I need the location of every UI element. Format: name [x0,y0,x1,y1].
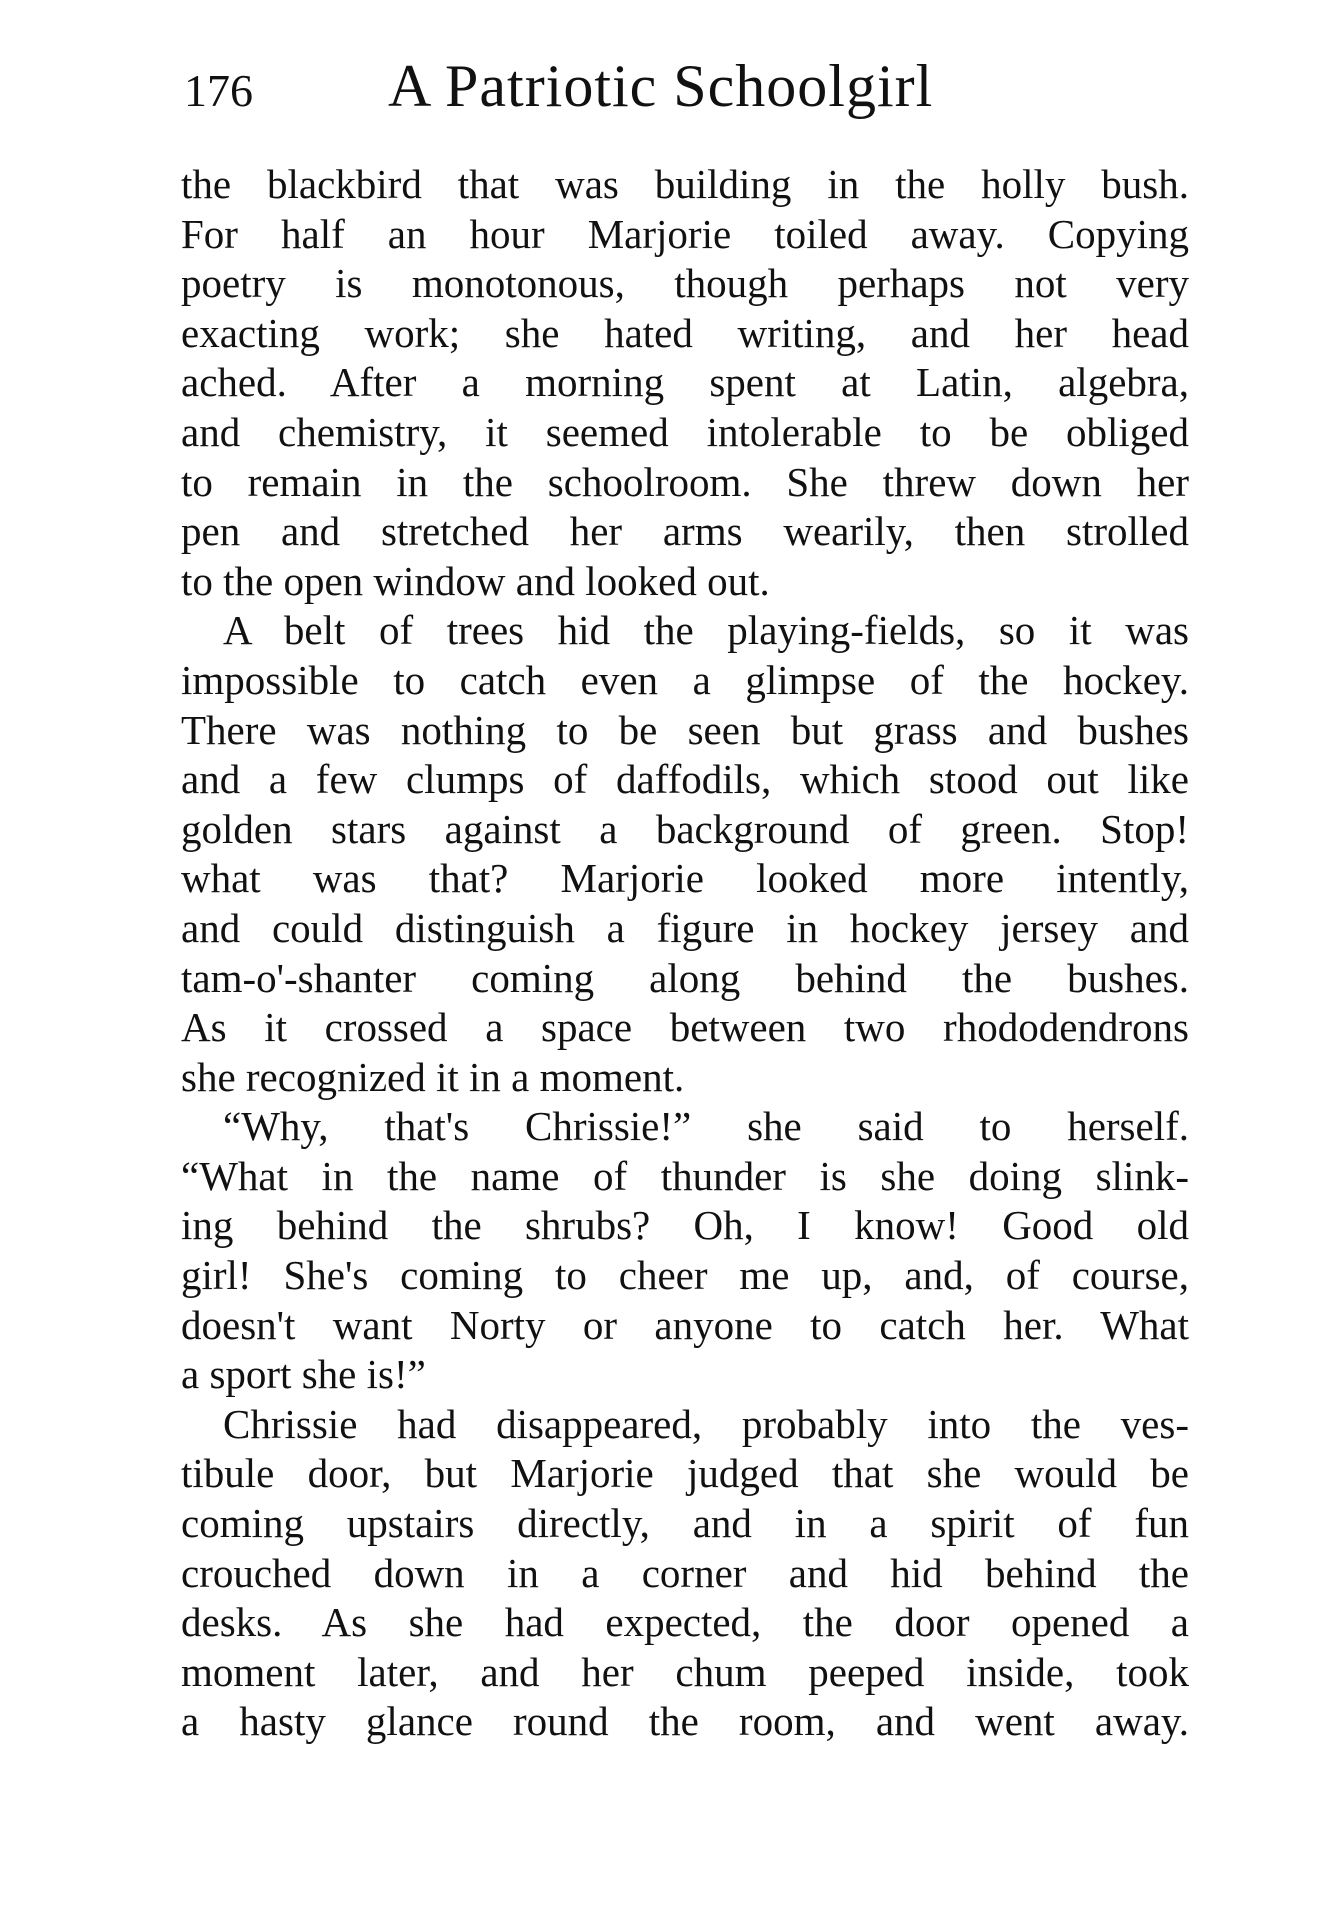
text-line-content: ached. After a morning spent at Latin, algebra, [181,359,1189,406]
text-line-content: crouched down in a corner and hid behind the [181,1549,1189,1596]
text-line-content: and could distinguish a figure in hockey jersey and [181,904,1189,951]
text-line-content: exacting work; she hated writing, and her head [181,309,1189,356]
text-line-content: coming upstairs directly, and in a spirit of fun [181,1500,1189,1547]
text-line [181,557,1189,607]
text-line [181,259,1189,309]
text-line-content: and a few clumps of daffodils, which stood out like [181,756,1189,803]
running-title: A Patriotic Schoolgirl [388,53,934,119]
text-line [181,1251,1189,1301]
text-line [181,1301,1189,1351]
text-line [181,210,1189,260]
page-body-text [181,160,1189,1747]
text-line-content: a sport she is!” [181,1351,426,1398]
text-line [181,1648,1189,1698]
text-line [181,606,1189,656]
text-line-content: doesn't want Norty or anyone to catch her. What [181,1301,1189,1348]
text-line-content: poetry is monotonous, though perhaps not very [181,260,1189,307]
text-line [181,904,1189,954]
text-line-content: ing behind the shrubs? Oh, I know! Good old [181,1202,1189,1249]
text-line-content: desks. As she had expected, the door opened a [181,1599,1189,1646]
text-line-content: to the open window and looked out. [181,557,770,604]
text-line [181,755,1189,805]
text-line-content: As it crossed a space between two rhododendrons [181,1004,1189,1051]
text-line [181,1598,1189,1648]
text-line [181,805,1189,855]
text-line [181,1549,1189,1599]
text-line-content: For half an hour Marjorie toiled away. Copying [181,210,1189,257]
text-line [181,1400,1189,1450]
text-line-content: A belt of trees hid the playing-fields, so it was [223,607,1189,654]
text-line [181,160,1189,210]
text-line [181,1697,1189,1747]
text-line [181,656,1189,706]
text-line [181,1201,1189,1251]
text-line-content: pen and stretched her arms wearily, then strolled [181,508,1189,555]
text-line-content: golden stars against a background of green. Stop! [181,805,1189,852]
text-line [181,507,1189,557]
text-line [181,408,1189,458]
text-line-content: Chrissie had disappeared, probably into the ves- [223,1400,1189,1447]
page-header [180,52,1190,122]
text-line-content: There was nothing to be seen but grass and bushes [181,706,1189,753]
text-line [181,706,1189,756]
text-line-content: impossible to catch even a glimpse of the hockey. [181,656,1189,703]
text-line-content: she recognized it in a moment. [181,1053,685,1100]
text-line [181,854,1189,904]
text-line-content: “What in the name of thunder is she doing slink- [181,1152,1189,1199]
text-line-content: a hasty glance round the room, and went away. [181,1698,1189,1745]
text-line-content: tibule door, but Marjorie judged that she would be [181,1450,1189,1497]
text-line-content: “Why, that's Chrissie!” she said to herself. [223,1103,1189,1150]
text-line-content: to remain in the schoolroom. She threw down her [181,458,1189,505]
text-line [181,1003,1189,1053]
text-line [181,1053,1189,1103]
text-line [181,309,1189,359]
text-line [181,954,1189,1004]
text-line [181,1499,1189,1549]
text-line [181,1102,1189,1152]
text-line-content: tam-o'-shanter coming along behind the bushes. [181,954,1189,1001]
text-line-content: girl! She's coming to cheer me up, and, of course, [181,1252,1189,1299]
text-line [181,458,1189,508]
text-line [181,358,1189,408]
text-line [181,1449,1189,1499]
text-line-content: the blackbird that was building in the holly bush. [181,161,1189,207]
text-line [181,1152,1189,1202]
text-line-content: what was that? Marjorie looked more intently, [181,855,1189,902]
text-line-content: moment later, and her chum peeped inside, took [181,1648,1189,1695]
page-number: 176 [184,65,253,116]
text-line-content: and chemistry, it seemed intolerable to be obliged [181,408,1189,455]
text-line [181,1350,1189,1400]
